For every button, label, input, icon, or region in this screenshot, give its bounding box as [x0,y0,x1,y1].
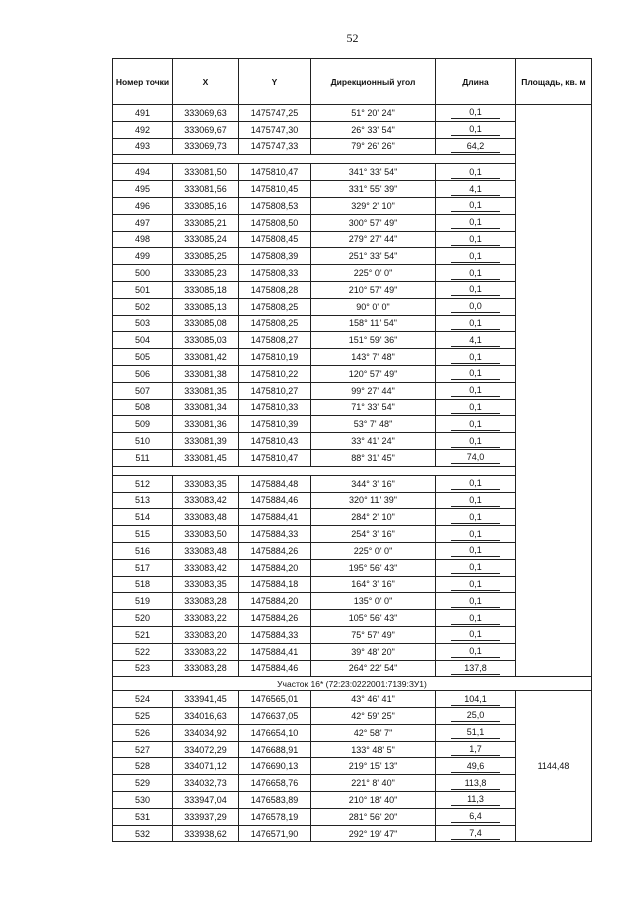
x-cell: 334071,12 [173,758,239,775]
length-value: 51,1 [451,727,500,739]
x-cell: 333083,48 [173,542,239,559]
length-cell [436,792,516,809]
length-value: 74,0 [451,452,500,464]
angle-cell: 225° 0' 0" [311,265,436,282]
length-value: 0,1 [451,124,500,136]
point-number-cell: 511 [113,449,173,466]
length-cell [436,231,516,248]
length-cell [436,265,516,282]
x-cell: 333069,63 [173,105,239,122]
x-cell: 333083,35 [173,576,239,593]
angle-cell: 221° 8' 40" [311,775,436,792]
length-value: 0,1 [451,646,500,658]
y-cell: 1476565,01 [239,691,311,708]
angle-cell: 341° 33' 54" [311,164,436,181]
length-cell [436,741,516,758]
x-cell: 333085,03 [173,332,239,349]
x-cell: 333083,22 [173,643,239,660]
table-row [113,691,592,708]
length-cell [436,382,516,399]
point-number-cell: 506 [113,365,173,382]
length-value: 0,1 [451,251,500,263]
point-number-cell: 500 [113,265,173,282]
length-value: 0,1 [451,512,500,524]
length-cell [436,433,516,450]
point-number-cell: 527 [113,741,173,758]
table-body [113,105,592,842]
length-cell [436,660,516,677]
header-area: Площадь, кв. м [516,59,592,105]
length-cell [436,365,516,382]
length-cell [436,610,516,627]
point-number-cell: 514 [113,509,173,526]
y-cell: 1475810,33 [239,399,311,416]
length-cell [436,281,516,298]
y-cell: 1475810,27 [239,382,311,399]
length-cell [436,475,516,492]
x-cell: 333083,48 [173,509,239,526]
y-cell: 1475810,45 [239,181,311,198]
angle-cell: 26° 33' 54" [311,121,436,138]
x-cell: 333941,45 [173,691,239,708]
page-number: 52 [346,31,359,45]
angle-cell: 133° 48' 5" [311,741,436,758]
length-value: 0,1 [451,284,500,296]
y-cell: 1475808,25 [239,315,311,332]
length-cell [436,691,516,708]
length-value: 0,1 [451,629,500,641]
length-cell [436,576,516,593]
length-cell [436,298,516,315]
x-cell: 333083,20 [173,626,239,643]
point-number-cell: 518 [113,576,173,593]
angle-cell: 331° 55' 39" [311,181,436,198]
length-cell [436,758,516,775]
length-cell [436,315,516,332]
header-point-number: Номер точки [113,59,173,105]
x-cell: 333085,08 [173,315,239,332]
angle-cell: 344° 3' 16" [311,475,436,492]
point-number-cell: 495 [113,181,173,198]
point-number-cell: 530 [113,792,173,809]
table-row [113,105,592,122]
angle-cell: 42° 59' 25" [311,708,436,725]
length-cell [436,775,516,792]
length-value: 0,1 [451,545,500,557]
y-cell: 1476690,13 [239,758,311,775]
length-cell [436,416,516,433]
length-value: 0,1 [451,217,500,229]
angle-cell: 43° 46' 41" [311,691,436,708]
x-cell: 333083,28 [173,593,239,610]
angle-cell: 99° 27' 44" [311,382,436,399]
x-cell: 333081,56 [173,181,239,198]
point-number-cell: 516 [113,542,173,559]
length-cell [436,164,516,181]
point-number-cell: 529 [113,775,173,792]
angle-cell: 151° 59' 36" [311,332,436,349]
point-number-cell: 513 [113,492,173,509]
y-cell: 1475884,33 [239,526,311,543]
point-number-cell: 502 [113,298,173,315]
y-cell: 1475810,47 [239,164,311,181]
angle-cell: 254° 3' 16" [311,526,436,543]
y-cell: 1476654,10 [239,724,311,741]
y-cell: 1475810,19 [239,349,311,366]
length-cell [436,197,516,214]
y-cell: 1475747,30 [239,121,311,138]
coordinates-table [112,58,592,842]
y-cell: 1475884,41 [239,509,311,526]
y-cell: 1475808,53 [239,197,311,214]
y-cell: 1476571,90 [239,825,311,842]
y-cell: 1475884,48 [239,475,311,492]
angle-cell: 210° 57' 49" [311,281,436,298]
angle-cell: 219° 15' 13" [311,758,436,775]
y-cell: 1475810,43 [239,433,311,450]
length-value: 0,1 [451,200,500,212]
y-cell: 1475884,33 [239,626,311,643]
x-cell: 334032,73 [173,775,239,792]
separator-cell [113,466,516,475]
x-cell: 333081,36 [173,416,239,433]
x-cell: 333085,18 [173,281,239,298]
section-title-row [113,677,592,691]
point-number-cell: 492 [113,121,173,138]
angle-cell: 300° 57' 49" [311,214,436,231]
point-number-cell: 515 [113,526,173,543]
separator-cell [113,155,516,164]
length-cell [436,724,516,741]
point-number-cell: 503 [113,315,173,332]
point-number-cell: 531 [113,808,173,825]
section-title: Участок 16* (72:23:0222001:7139:ЗУ1) [113,677,592,691]
length-cell [436,121,516,138]
length-value: 0,1 [451,579,500,591]
y-cell: 1476658,76 [239,775,311,792]
length-value: 64,2 [451,141,500,153]
x-cell: 333085,21 [173,214,239,231]
angle-cell: 210° 18' 40" [311,792,436,809]
x-cell: 333083,22 [173,610,239,627]
angle-cell: 264° 22' 54" [311,660,436,677]
length-cell [436,349,516,366]
y-cell: 1475810,22 [239,365,311,382]
length-value: 0,0 [451,301,500,313]
angle-cell: 53° 7' 48" [311,416,436,433]
x-cell: 333085,25 [173,248,239,265]
length-cell [436,181,516,198]
length-cell [436,105,516,122]
length-value: 0,1 [451,385,500,397]
length-value: 0,1 [451,268,500,280]
angle-cell: 143° 7' 48" [311,349,436,366]
length-value: 49,6 [451,761,500,773]
area-cell-empty [516,105,592,677]
header-x: X [173,59,239,105]
angle-cell: 225° 0' 0" [311,542,436,559]
y-cell: 1475808,27 [239,332,311,349]
y-cell: 1475884,26 [239,610,311,627]
point-number-cell: 504 [113,332,173,349]
length-cell [436,542,516,559]
angle-cell: 281° 56' 20" [311,808,436,825]
length-cell [436,449,516,466]
angle-cell: 42° 58' 7" [311,724,436,741]
length-cell [436,526,516,543]
length-cell [436,399,516,416]
y-cell: 1475808,25 [239,298,311,315]
length-value: 0,1 [451,436,500,448]
length-value: 0,1 [451,167,500,179]
y-cell: 1476688,91 [239,741,311,758]
x-cell: 334016,63 [173,708,239,725]
angle-cell: 195° 56' 43" [311,559,436,576]
x-cell: 333081,34 [173,399,239,416]
angle-cell: 251° 33' 54" [311,248,436,265]
length-cell [436,643,516,660]
length-value: 4,1 [451,335,500,347]
x-cell: 333081,35 [173,382,239,399]
angle-cell: 105° 56' 43" [311,610,436,627]
length-value: 0,1 [451,495,500,507]
angle-cell: 158° 11' 54" [311,315,436,332]
point-number-cell: 494 [113,164,173,181]
y-cell: 1475747,33 [239,138,311,155]
x-cell: 333081,39 [173,433,239,450]
x-cell: 333081,38 [173,365,239,382]
length-cell [436,248,516,265]
length-value: 7,4 [451,828,500,840]
point-number-cell: 508 [113,399,173,416]
x-cell: 333085,13 [173,298,239,315]
length-cell [436,559,516,576]
table-header-row [113,59,592,105]
point-number-cell: 501 [113,281,173,298]
length-cell [436,332,516,349]
x-cell: 333083,42 [173,492,239,509]
angle-cell: 164° 3' 16" [311,576,436,593]
x-cell: 333937,29 [173,808,239,825]
y-cell: 1476578,19 [239,808,311,825]
y-cell: 1475810,47 [239,449,311,466]
y-cell: 1475808,39 [239,248,311,265]
length-cell [436,593,516,610]
y-cell: 1475884,20 [239,593,311,610]
x-cell: 333081,42 [173,349,239,366]
x-cell: 333083,42 [173,559,239,576]
x-cell: 334072,29 [173,741,239,758]
length-value: 0,1 [451,562,500,574]
length-cell [436,825,516,842]
x-cell: 333081,45 [173,449,239,466]
y-cell: 1475884,26 [239,542,311,559]
length-value: 0,1 [451,368,500,380]
point-number-cell: 517 [113,559,173,576]
x-cell: 333069,73 [173,138,239,155]
point-number-cell: 509 [113,416,173,433]
length-cell [436,138,516,155]
angle-cell: 90° 0' 0" [311,298,436,315]
y-cell: 1475884,46 [239,660,311,677]
length-cell [436,509,516,526]
length-value: 0,1 [451,613,500,625]
point-number-cell: 505 [113,349,173,366]
x-cell: 333947,04 [173,792,239,809]
length-value: 0,1 [451,352,500,364]
length-value: 113,8 [451,778,500,790]
length-value: 25,0 [451,710,500,722]
point-number-cell: 522 [113,643,173,660]
angle-cell: 292° 19' 47" [311,825,436,842]
angle-cell: 329° 2' 10" [311,197,436,214]
point-number-cell: 525 [113,708,173,725]
angle-cell: 120° 57' 49" [311,365,436,382]
angle-cell: 135° 0' 0" [311,593,436,610]
x-cell: 333083,28 [173,660,239,677]
header-length: Длина [436,59,516,105]
x-cell: 333085,16 [173,197,239,214]
length-cell [436,492,516,509]
point-number-cell: 491 [113,105,173,122]
y-cell: 1475810,39 [239,416,311,433]
length-value: 11,3 [451,794,500,806]
y-cell: 1475884,41 [239,643,311,660]
y-cell: 1475808,50 [239,214,311,231]
y-cell: 1475747,25 [239,105,311,122]
angle-cell: 33° 41' 24" [311,433,436,450]
y-cell: 1476583,89 [239,792,311,809]
area-value: 1144,48 [516,691,592,842]
angle-cell: 51° 20' 24" [311,105,436,122]
length-value: 0,1 [451,234,500,246]
point-number-cell: 524 [113,691,173,708]
point-number-cell: 493 [113,138,173,155]
length-cell [436,214,516,231]
point-number-cell: 512 [113,475,173,492]
y-cell: 1476637,05 [239,708,311,725]
angle-cell: 79° 26' 26" [311,138,436,155]
length-value: 0,1 [451,402,500,414]
length-value: 0,1 [451,318,500,330]
point-number-cell: 499 [113,248,173,265]
angle-cell: 88° 31' 45" [311,449,436,466]
y-cell: 1475808,33 [239,265,311,282]
point-number-cell: 496 [113,197,173,214]
x-cell: 333083,50 [173,526,239,543]
length-cell [436,808,516,825]
point-number-cell: 532 [113,825,173,842]
point-number-cell: 520 [113,610,173,627]
angle-cell: 320° 11' 39" [311,492,436,509]
y-cell: 1475884,18 [239,576,311,593]
y-cell: 1475884,20 [239,559,311,576]
length-cell [436,626,516,643]
length-value: 0,1 [451,596,500,608]
length-value: 0,1 [451,419,500,431]
x-cell: 333081,50 [173,164,239,181]
point-number-cell: 526 [113,724,173,741]
x-cell: 333085,24 [173,231,239,248]
x-cell: 333069,67 [173,121,239,138]
x-cell: 334034,92 [173,724,239,741]
length-value: 104,1 [451,694,500,706]
header-y: Y [239,59,311,105]
angle-cell: 39° 48' 20" [311,643,436,660]
point-number-cell: 521 [113,626,173,643]
point-number-cell: 523 [113,660,173,677]
point-number-cell: 528 [113,758,173,775]
point-number-cell: 507 [113,382,173,399]
length-value: 0,1 [451,529,500,541]
x-cell: 333085,23 [173,265,239,282]
point-number-cell: 498 [113,231,173,248]
angle-cell: 75° 57' 49" [311,626,436,643]
x-cell: 333083,35 [173,475,239,492]
angle-cell: 284° 2' 10" [311,509,436,526]
length-value: 4,1 [451,184,500,196]
length-value: 0,1 [451,107,500,119]
x-cell: 333938,62 [173,825,239,842]
length-value: 6,4 [451,811,500,823]
angle-cell: 71° 33' 54" [311,399,436,416]
length-value: 1,7 [451,744,500,756]
point-number-cell: 510 [113,433,173,450]
y-cell: 1475808,28 [239,281,311,298]
point-number-cell: 519 [113,593,173,610]
angle-cell: 279° 27' 44" [311,231,436,248]
y-cell: 1475884,46 [239,492,311,509]
length-cell [436,708,516,725]
point-number-cell: 497 [113,214,173,231]
y-cell: 1475808,45 [239,231,311,248]
length-value: 137,8 [451,663,500,675]
length-value: 0,1 [451,478,500,490]
header-direction-angle: Дирекционный угол [311,59,436,105]
